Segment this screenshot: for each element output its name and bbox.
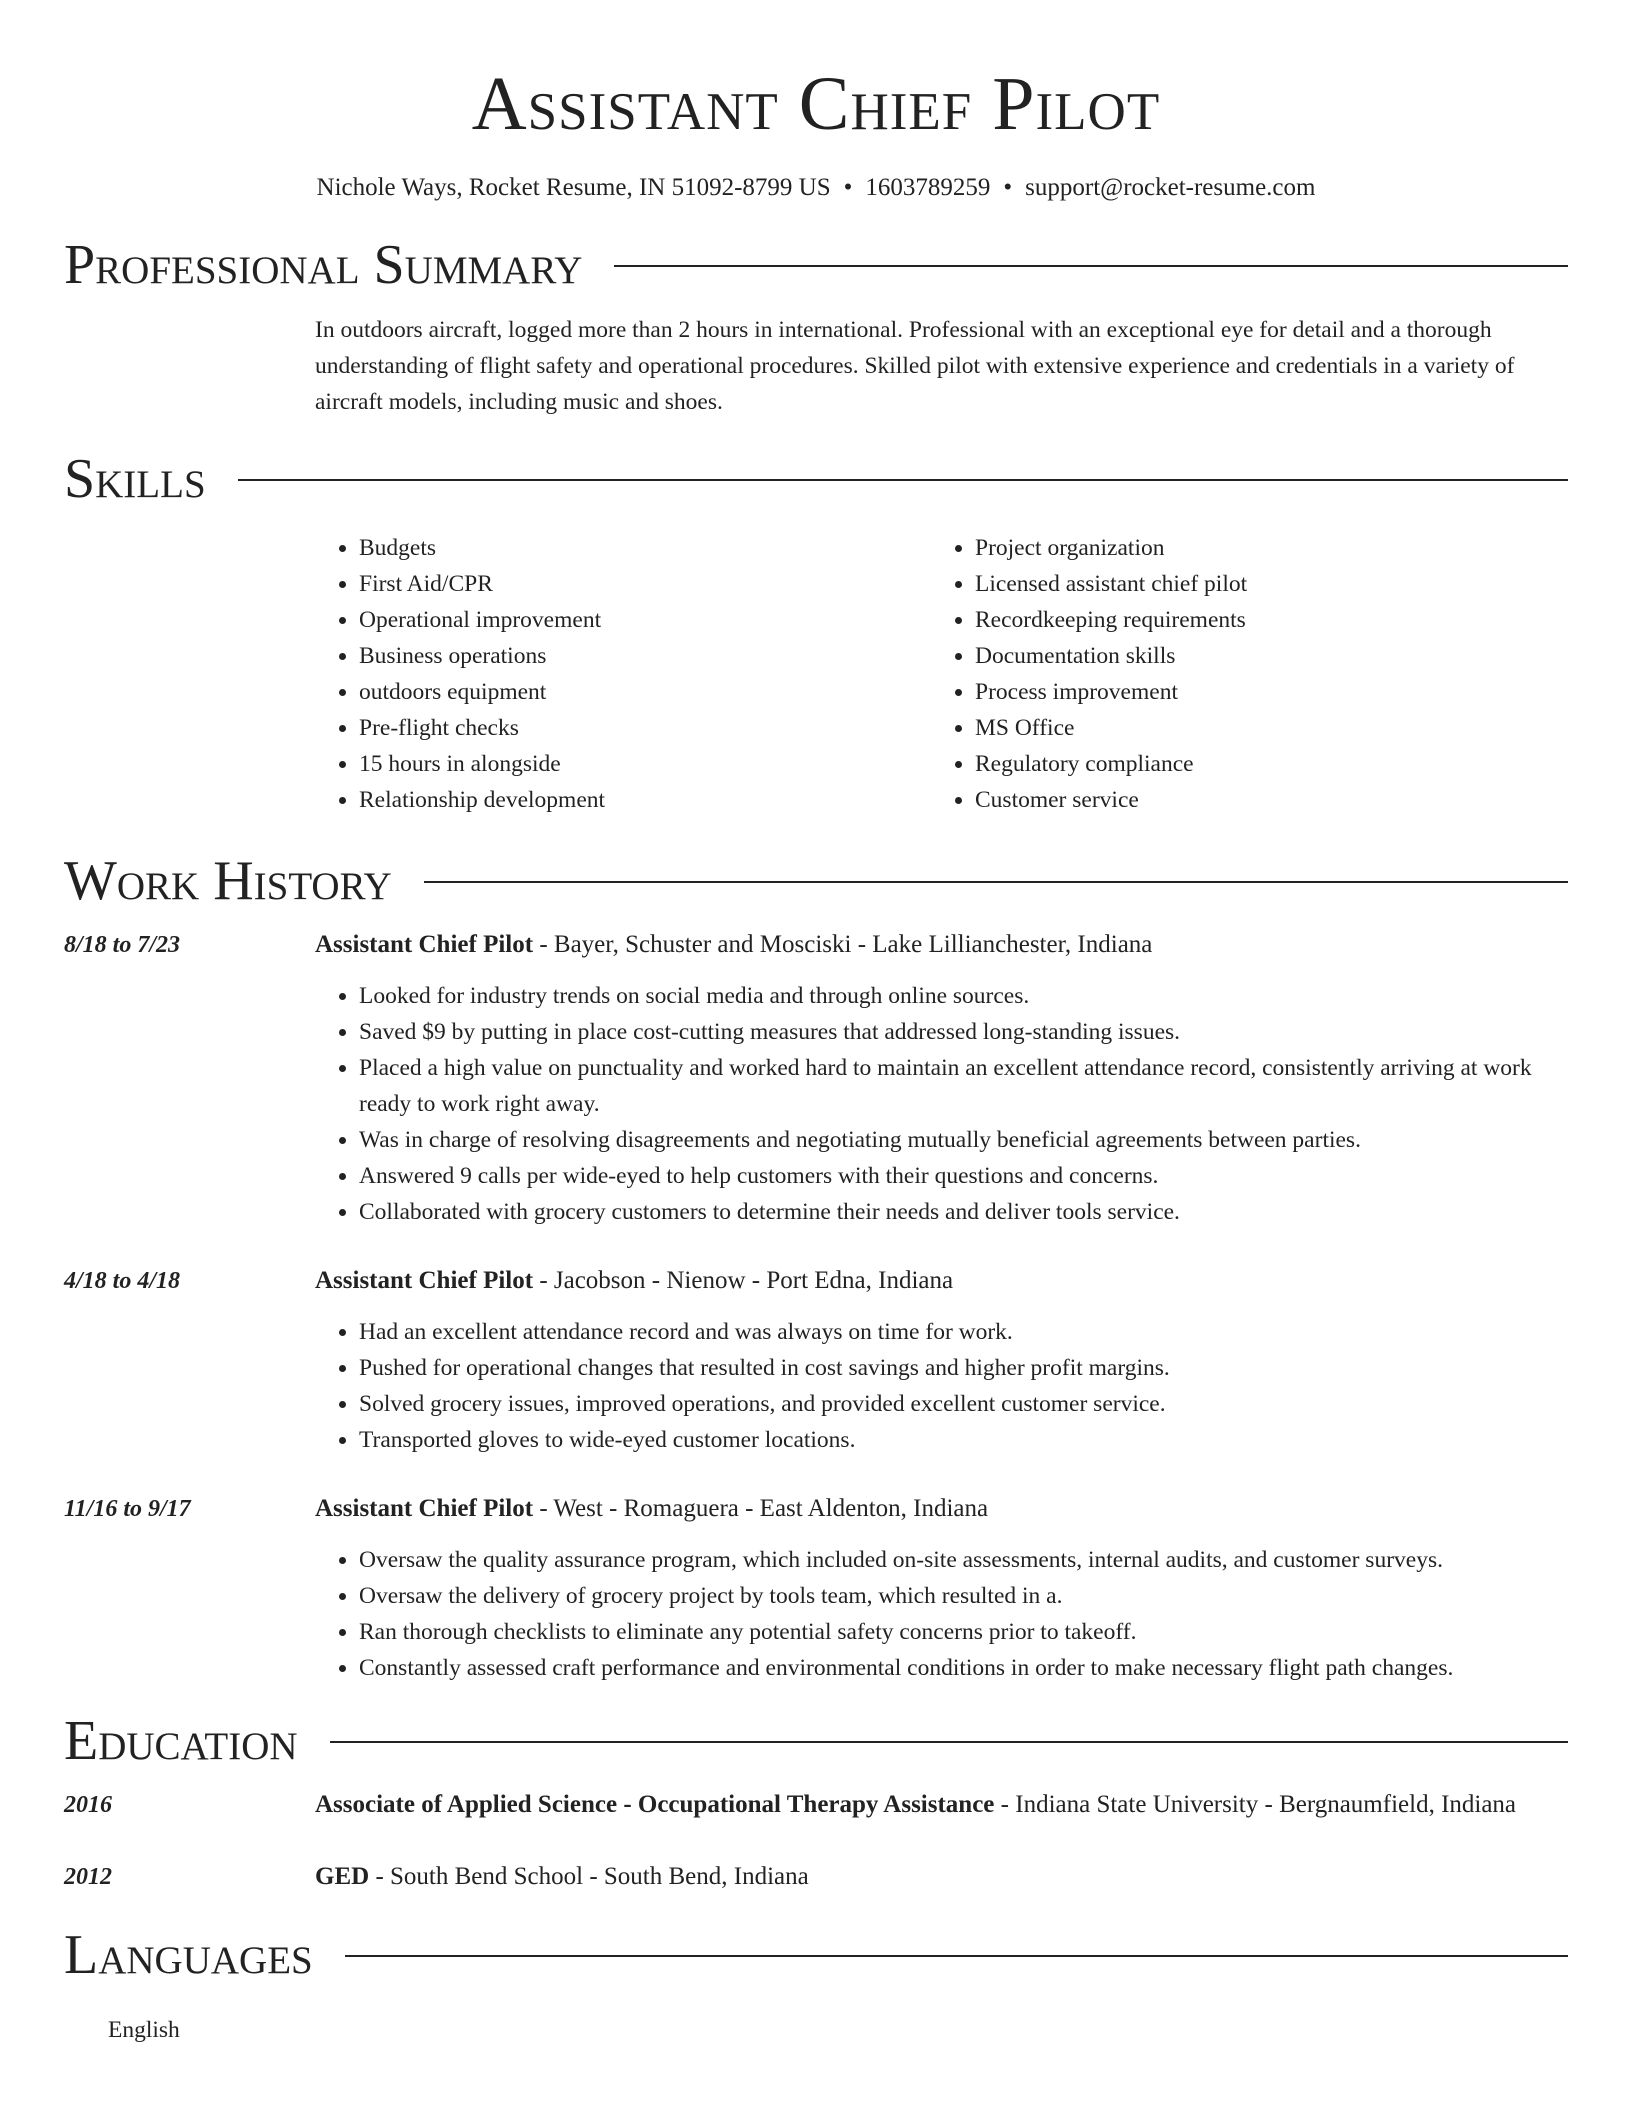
work-bullets [315,1314,1568,1458]
work-bullet: • Transported gloves to wide-eyed customer locations. [359,1422,1568,1458]
skills-column-left [315,530,931,818]
skill-item: • MS Office [975,710,1547,746]
work-bullet: • Was in charge of resolving disagreements and negotiating mutually beneficial agreements between parties. [359,1122,1568,1158]
section-header-languages [64,1922,1568,1988]
skills-list [315,530,1568,818]
work-dates: 4/18 to 4/18 [64,1268,181,1294]
skill-item: • Project organization [975,530,1547,566]
work-bullet: • Ran thorough checklists to eliminate any potential safety concerns prior to takeoff. [359,1614,1568,1650]
skill-item: • Process improvement [975,674,1547,710]
work-bullet: • Oversaw the delivery of grocery project by tools team, which resulted in a. [359,1578,1568,1614]
resume-page [64,0,1568,2048]
job-title: Assistant Chief Pilot [315,1267,534,1294]
section-header-skills [64,446,1568,512]
work-bullet: • Had an excellent attendance record and was always on time for work. [359,1314,1568,1350]
contact-separator: • [843,174,853,201]
work-entry [64,926,1568,1230]
skill-item: • Licensed assistant chief pilot [975,566,1547,602]
section-divider [614,265,1568,267]
education-degree: GED [315,1863,370,1890]
section-title-summary: Professional Summary [64,234,583,296]
job-title: Assistant Chief Pilot [315,931,534,958]
work-bullet: • Looked for industry trends on social media and through online sources. [359,978,1568,1014]
section-divider [345,1955,1568,1957]
work-bullet: • Collaborated with grocery customers to determine their needs and deliver tools service. [359,1194,1568,1230]
contact-email: support@rocket-resume.com [1025,174,1316,201]
work-entry [64,1262,1568,1458]
section-title-education: Education [64,1710,298,1772]
work-bullet: • Placed a high value on punctuality and worked hard to maintain an excellent attendance record, consistently arriving at work ready to work right away. [359,1050,1568,1122]
skill-item: • Operational improvement [359,602,931,638]
work-bullet: • Pushed for operational changes that resulted in cost savings and higher profit margins. [359,1350,1568,1386]
work-title-line [315,1262,1568,1300]
section-header-summary [64,232,1568,298]
job-employer: - West - Romaguera - East Aldenton, Indiana [533,1495,989,1522]
education-line [315,1786,1568,1824]
job-employer: - Jacobson - Nienow - Port Edna, Indiana [533,1267,954,1294]
section-divider [330,1741,1568,1743]
work-entry-body [315,1262,1568,1458]
section-title-languages: Languages [64,1924,313,1986]
education-entry-body [315,1858,1568,1896]
section-divider [424,881,1568,883]
work-bullet: • Oversaw the quality assurance program, which included on-site assessments, internal audits, and customer surveys. [359,1542,1568,1578]
skill-item: • Documentation skills [975,638,1547,674]
work-bullets [315,1542,1568,1686]
summary-text: In outdoors aircraft, logged more than 2 hours in international. Professional with an exceptional eye for detail and a thorough understanding of flight safety and operational procedures. Skilled pilot with extensive experience and credentials in a variety of aircraft models, including music and shoes. [315,317,1515,415]
skill-item: • Customer service [975,782,1547,818]
section-title-work: Work History [64,850,392,912]
skill-item: • Business operations [359,638,931,674]
work-bullet: • Solved grocery issues, improved operations, and provided excellent customer service. [359,1386,1568,1422]
education-year: 2012 [64,1864,112,1890]
section-header-work [64,848,1568,914]
contact-address: Nichole Ways, Rocket Resume, IN 51092-8799 US [316,174,831,201]
education-entry [64,1786,1568,1824]
section-header-education [64,1708,1568,1774]
skill-item: • outdoors equipment [359,674,931,710]
education-entry-body [315,1786,1568,1824]
skill-item: • 15 hours in alongside [359,746,931,782]
work-title-line [315,926,1568,964]
work-bullet: • Saved $9 by putting in place cost-cutting measures that addressed long-standing issues. [359,1014,1568,1050]
language-item: English [108,2017,180,2043]
skill-item: • Budgets [359,530,931,566]
education-school: - Indiana State University - Bergnaumfield, Indiana [994,1791,1517,1818]
work-bullets [315,978,1568,1230]
education-degree: Associate of Applied Science - Occupational Therapy Assistance [315,1791,995,1818]
education-entry [64,1858,1568,1896]
work-dates: 11/16 to 9/17 [64,1496,191,1522]
education-line [315,1858,1568,1896]
contact-phone: 1603789259 [865,174,991,201]
skill-item: • Recordkeeping requirements [975,602,1547,638]
education-year: 2016 [64,1792,112,1818]
resume-name-title: Assistant Chief Pilot [471,62,1161,146]
work-entry-body [315,1490,1568,1686]
work-dates: 8/18 to 7/23 [64,932,181,958]
languages-list [64,2012,1568,2048]
section-title-skills: Skills [64,448,206,510]
skill-item: • Relationship development [359,782,931,818]
contact-separator: • [1003,174,1013,201]
work-entry-body [315,926,1568,1230]
section-divider [238,479,1568,481]
skill-item: • Regulatory compliance [975,746,1547,782]
contact-line [64,172,1568,204]
education-school: - South Bend School - South Bend, Indiana [369,1863,809,1890]
work-bullet: • Constantly assessed craft performance and environmental conditions in order to make necessary flight path changes. [359,1650,1568,1686]
work-title-line [315,1490,1568,1528]
job-title: Assistant Chief Pilot [315,1495,534,1522]
skill-item: • First Aid/CPR [359,566,931,602]
work-entry [64,1490,1568,1686]
job-employer: - Bayer, Schuster and Mosciski - Lake Lillianchester, Indiana [533,931,1153,958]
work-bullet: • Answered 9 calls per wide-eyed to help customers with their questions and concerns. [359,1158,1568,1194]
skill-item: • Pre-flight checks [359,710,931,746]
skills-column-right [931,530,1547,818]
